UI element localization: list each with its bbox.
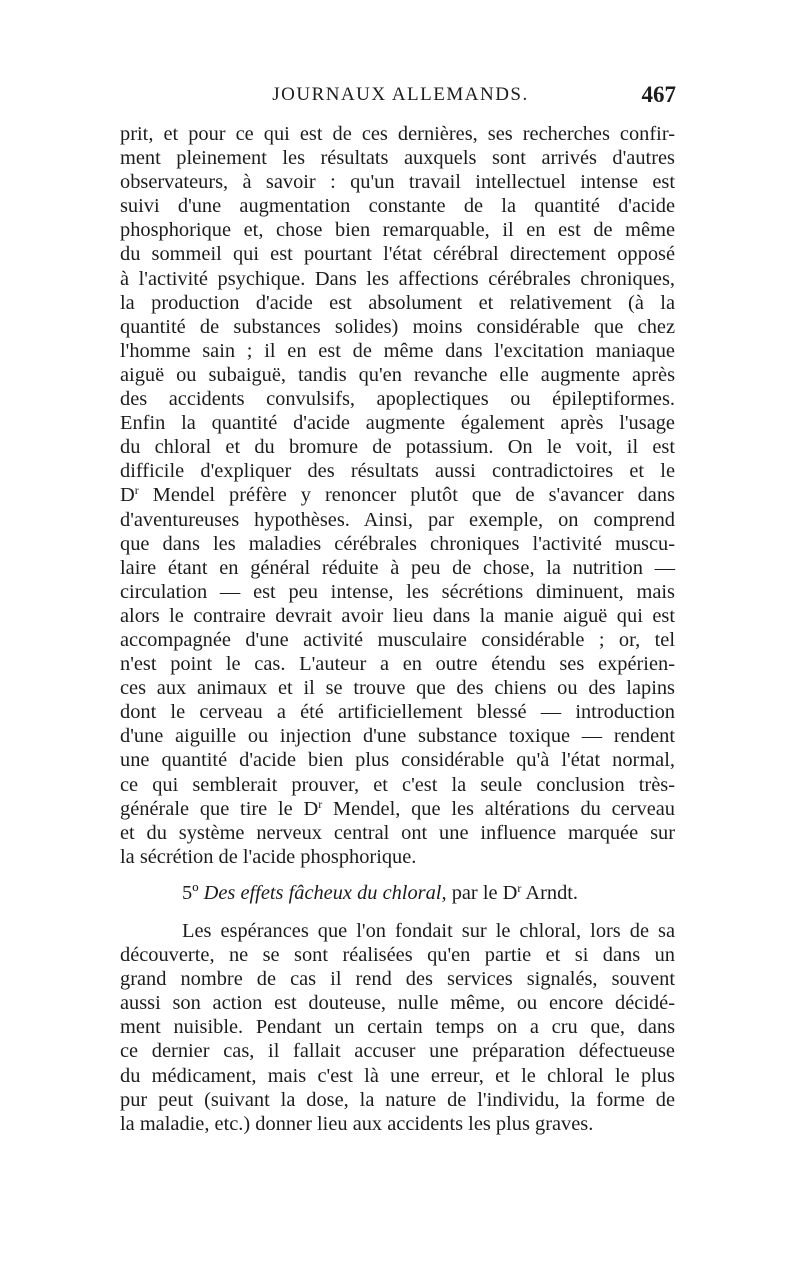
text-line: ce qui semblerait prouver, et c'est la seule conclusion très- bbox=[120, 773, 675, 796]
section-number: 5º bbox=[182, 881, 199, 904]
running-title: JOURNAUX ALLEMANDS. bbox=[272, 84, 529, 105]
page-number: 467 bbox=[641, 82, 676, 107]
text-line: difficile d'expliquer des résultats aussi contradictoires et le bbox=[120, 460, 675, 483]
text-line: la sécrétion de l'acide phosphorique. bbox=[120, 845, 417, 868]
text-line: ce dernier cas, il fallait accuser une préparation défectueuse bbox=[120, 1040, 675, 1063]
text-line: pur peut (suivant la dose, la nature de l'individu, la forme de bbox=[120, 1088, 675, 1111]
text-line: générale que tire le $D^r$ Mendel, que les altérations du cerveau bbox=[120, 796, 675, 820]
text-line: laire étant en général réduite à peu de chose, la nutrition — bbox=[120, 556, 675, 579]
text-line: accompagnée d'une activité musculaire considérable ; or, tel bbox=[120, 628, 675, 651]
text-line: la maladie, etc.) donner lieu aux accidents les plus graves. bbox=[120, 1112, 594, 1135]
text-line: suivi d'une augmentation constante de la quantité d'acide bbox=[120, 195, 675, 218]
text-line: à l'activité psychique. Dans les affections cérébrales chroniques, bbox=[120, 267, 675, 290]
body-text bbox=[120, 122, 675, 1136]
text-line: quantité de substances solides) moins considérable que chez bbox=[120, 315, 675, 338]
text-line: du sommeil qui est pourtant l'état cérébral directement opposé bbox=[120, 243, 675, 266]
page-header bbox=[123, 80, 678, 116]
paragraph-2 bbox=[120, 919, 675, 1136]
text-line: observateurs, à savoir : qu'un travail intellectuel intense est bbox=[120, 171, 675, 194]
text-line: ces aux animaux et il se trouve que des chiens ou des lapins bbox=[120, 677, 675, 700]
text-line: dont le cerveau a été artificiellement blessé — introduction bbox=[120, 701, 675, 724]
text-line: Enfin la quantité d'acide augmente également après l'usage bbox=[120, 412, 675, 435]
text-line: ment nuisible. Pendant un certain temps on a cru que, dans bbox=[120, 1016, 675, 1039]
text-line: du chloral et du bromure de potassium. On le voit, il est bbox=[120, 436, 675, 459]
text-line: aussi son action est douteuse, nulle même, ou encore décidé- bbox=[120, 992, 675, 1015]
text-line: d'une aiguille ou injection d'une substance toxique — rendent bbox=[120, 725, 675, 748]
text-line: du médicament, mais c'est là une erreur, et le chloral le plus bbox=[120, 1064, 675, 1087]
text-line: n'est point le cas. L'auteur a en outre étendu ses expérien- bbox=[120, 653, 675, 676]
text-line: ment pleinement les résultats auxquels sont arrivés d'autres bbox=[120, 147, 675, 170]
text-line: phosphorique et, chose bien remarquable, il en est de même bbox=[120, 219, 675, 242]
text-line: aiguë ou subaiguë, tandis qu'en revanche elle augmente après bbox=[120, 363, 675, 386]
section-author-name: Arndt. bbox=[525, 881, 579, 904]
text-line: alors le contraire devrait avoir lieu dans la manie aiguë qui est bbox=[120, 604, 675, 627]
text-line: Les espérances que l'on fondait sur le chloral, lors de sa bbox=[182, 920, 675, 942]
text-line: $D^r$ Mendel préfère y renoncer plutôt que de s'avancer dans bbox=[120, 483, 675, 507]
section-author-prefix: par le D bbox=[451, 881, 518, 904]
text-line: découverte, ne se sont réalisées qu'en partie et si dans un bbox=[120, 944, 675, 967]
text-line: et du système nerveux central ont une influence marquée sur bbox=[120, 821, 675, 844]
text-line: une quantité d'acide bien plus considérable qu'à l'état normal, bbox=[120, 749, 675, 772]
text-line: grand nombre de cas il rend des services signalés, souvent bbox=[120, 968, 675, 991]
text-line: des accidents convulsifs, apoplectiques ou épileptiformes. bbox=[120, 388, 675, 411]
section-heading bbox=[120, 881, 675, 905]
section-author-sup: r bbox=[517, 880, 522, 895]
text-line: d'aventureuses hypothèses. Ainsi, par exemple, on comprend bbox=[120, 508, 675, 531]
text-line: la production d'acide est absolument et relativement (à la bbox=[120, 291, 675, 314]
paragraph-1 bbox=[120, 122, 675, 869]
text-line: que dans les maladies cérébrales chroniques l'activité muscu- bbox=[120, 532, 675, 555]
text-line: prit, et pour ce qui est de ces dernières, ses recherches confir- bbox=[120, 123, 675, 145]
text-line: l'homme sain ; il en est de même dans l'excitation maniaque bbox=[120, 339, 675, 362]
text-line: circulation — est peu intense, les sécrétions diminuent, mais bbox=[120, 580, 675, 603]
section-title: Des effets fâcheux du chloral, bbox=[203, 881, 447, 904]
